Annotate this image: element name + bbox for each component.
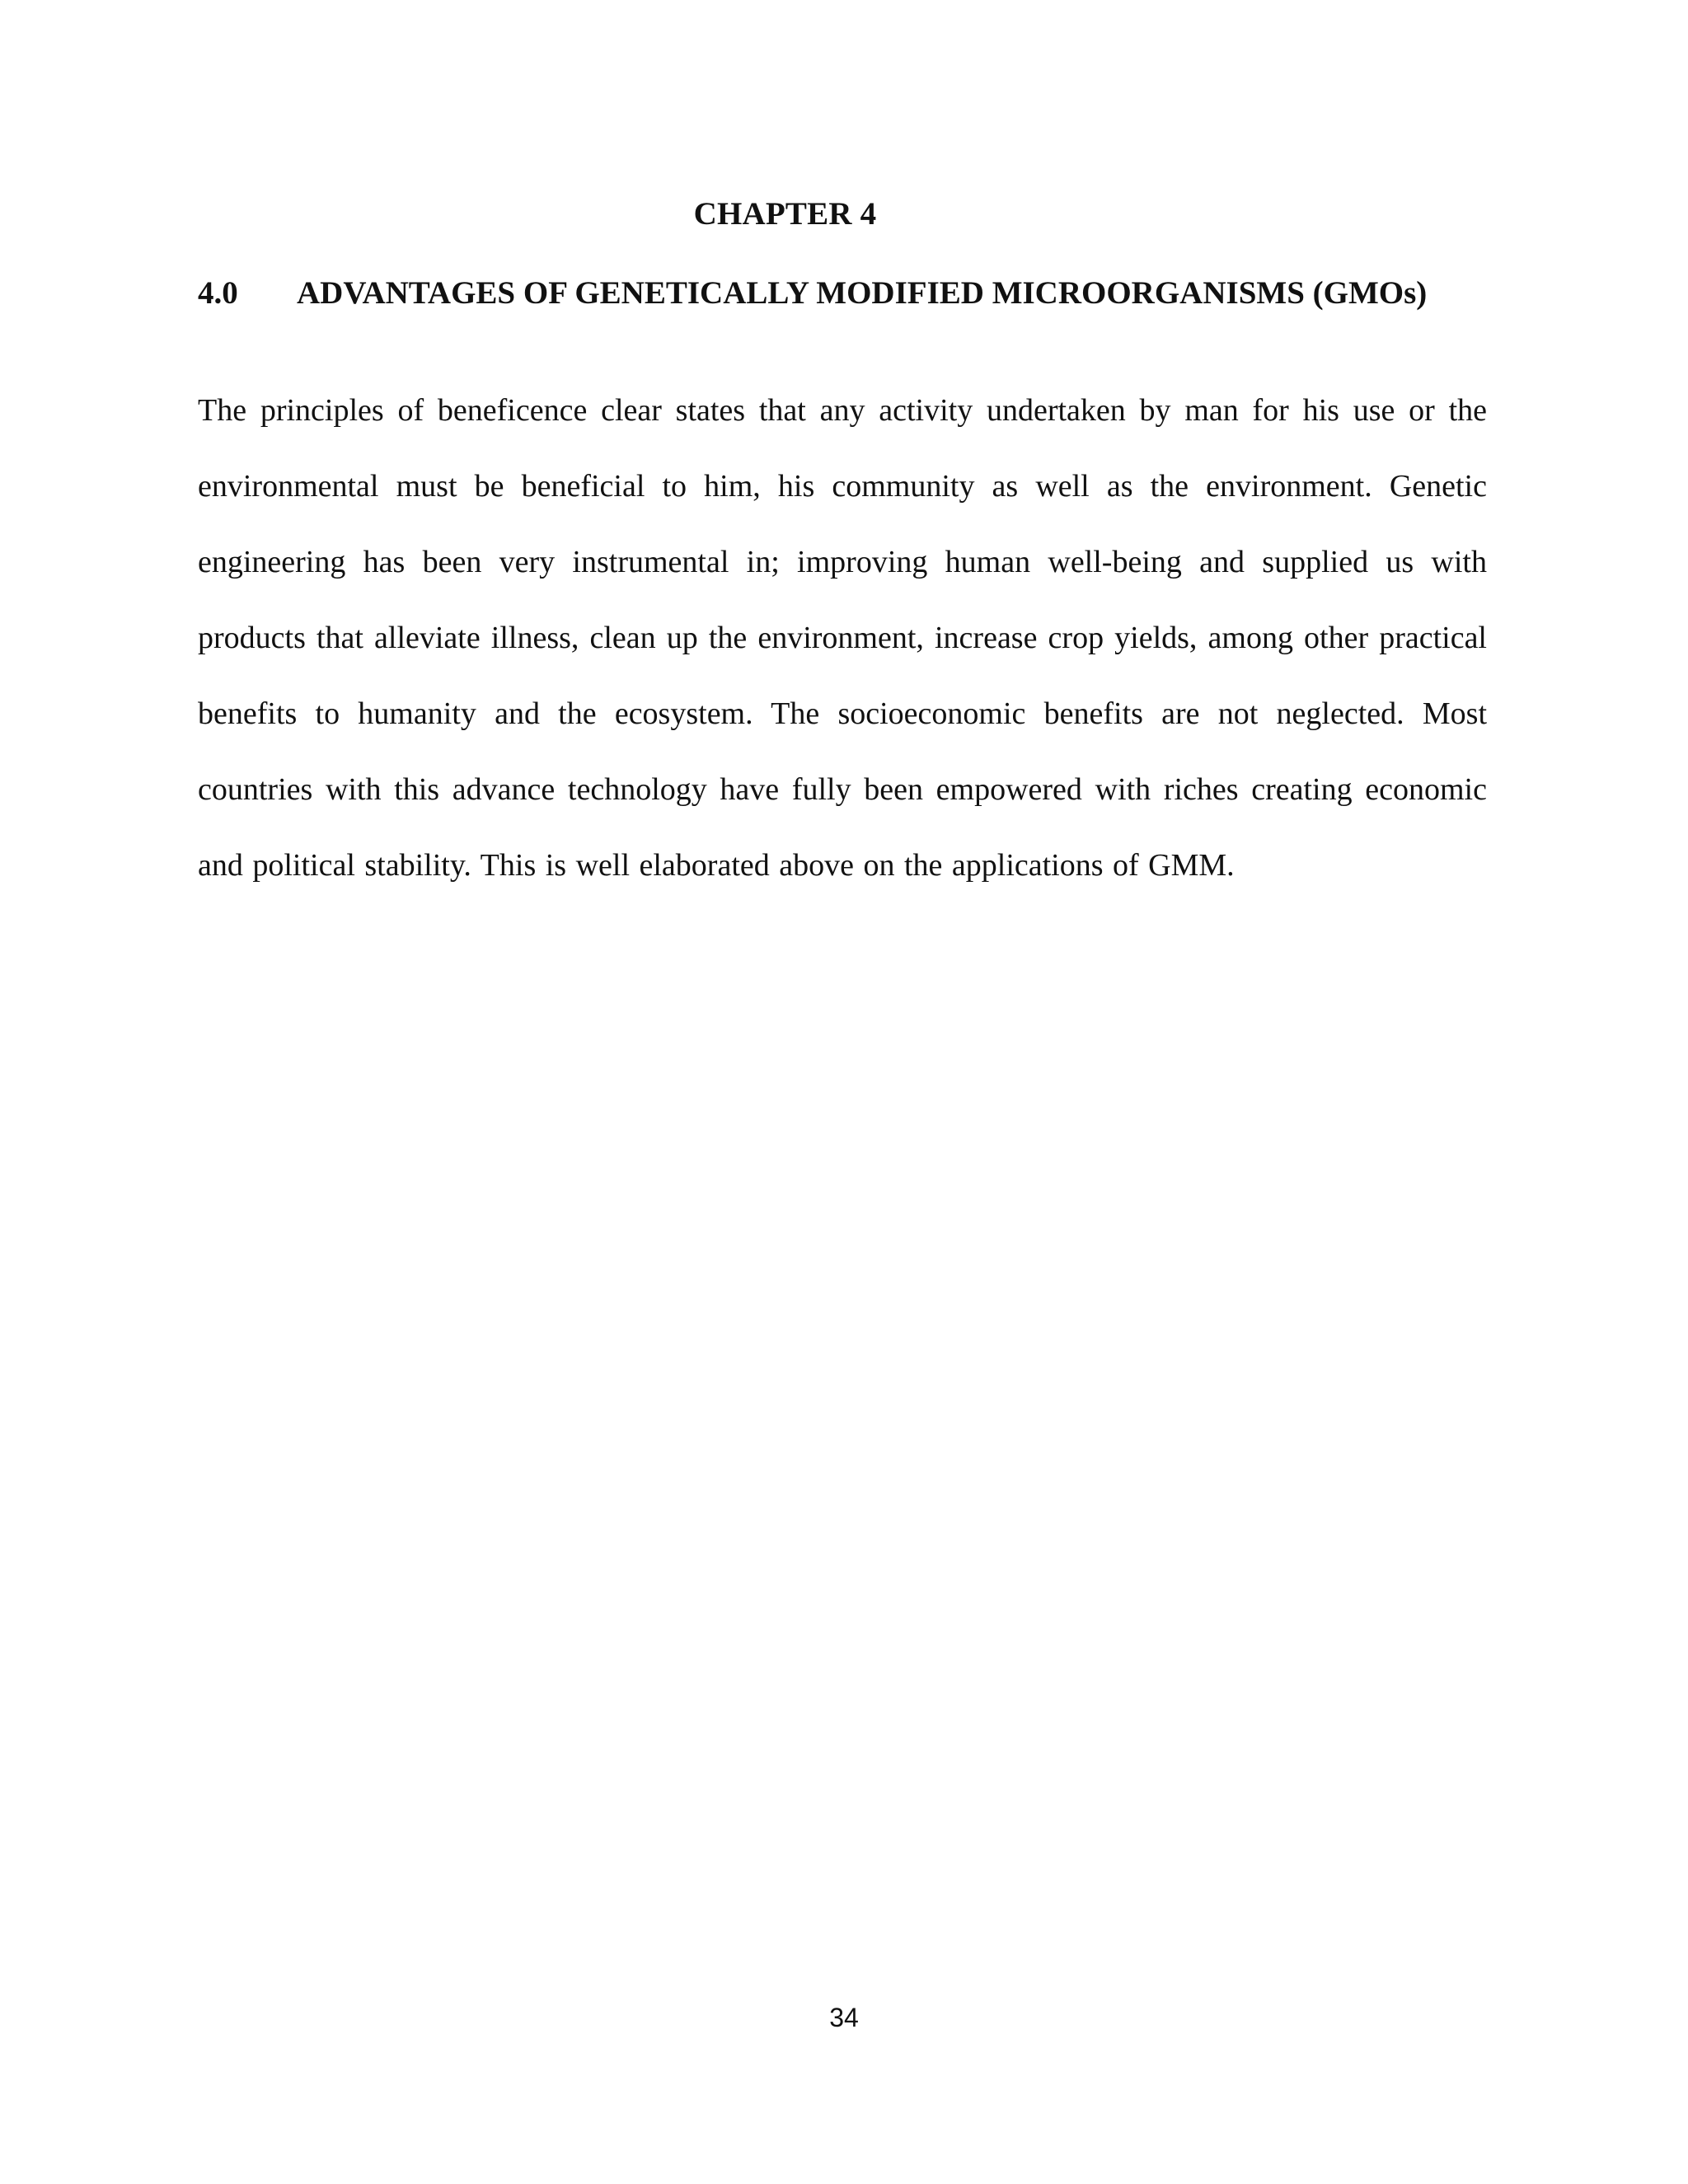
chapter-title: CHAPTER 4: [693, 196, 877, 232]
section-number: 4.0: [198, 275, 238, 311]
section-title: ADVANTAGES OF GENETICALLY MODIFIED MICROORGANISMS (GMOs): [297, 275, 1428, 311]
section-heading: [198, 270, 1517, 316]
body-paragraph: The principles of beneficence clear states that any activity undertaken by man for his use or the environmental must be beneficial to him, his community as well as the environment. Genetic engineering has been very instrumental in; improving human well-being and supplied us with products that alleviate illness, clean up the environment, increase crop yields, among other practical benefits to humanity and the ecosystem. The socioeconomic benefits are not neglected. Most countries with this advance technology have fully been empowered with riches creating economic and political stability. This is well elaborated above on the applications of GMM.: [198, 393, 1487, 883]
page-number: 34: [829, 2003, 859, 2032]
